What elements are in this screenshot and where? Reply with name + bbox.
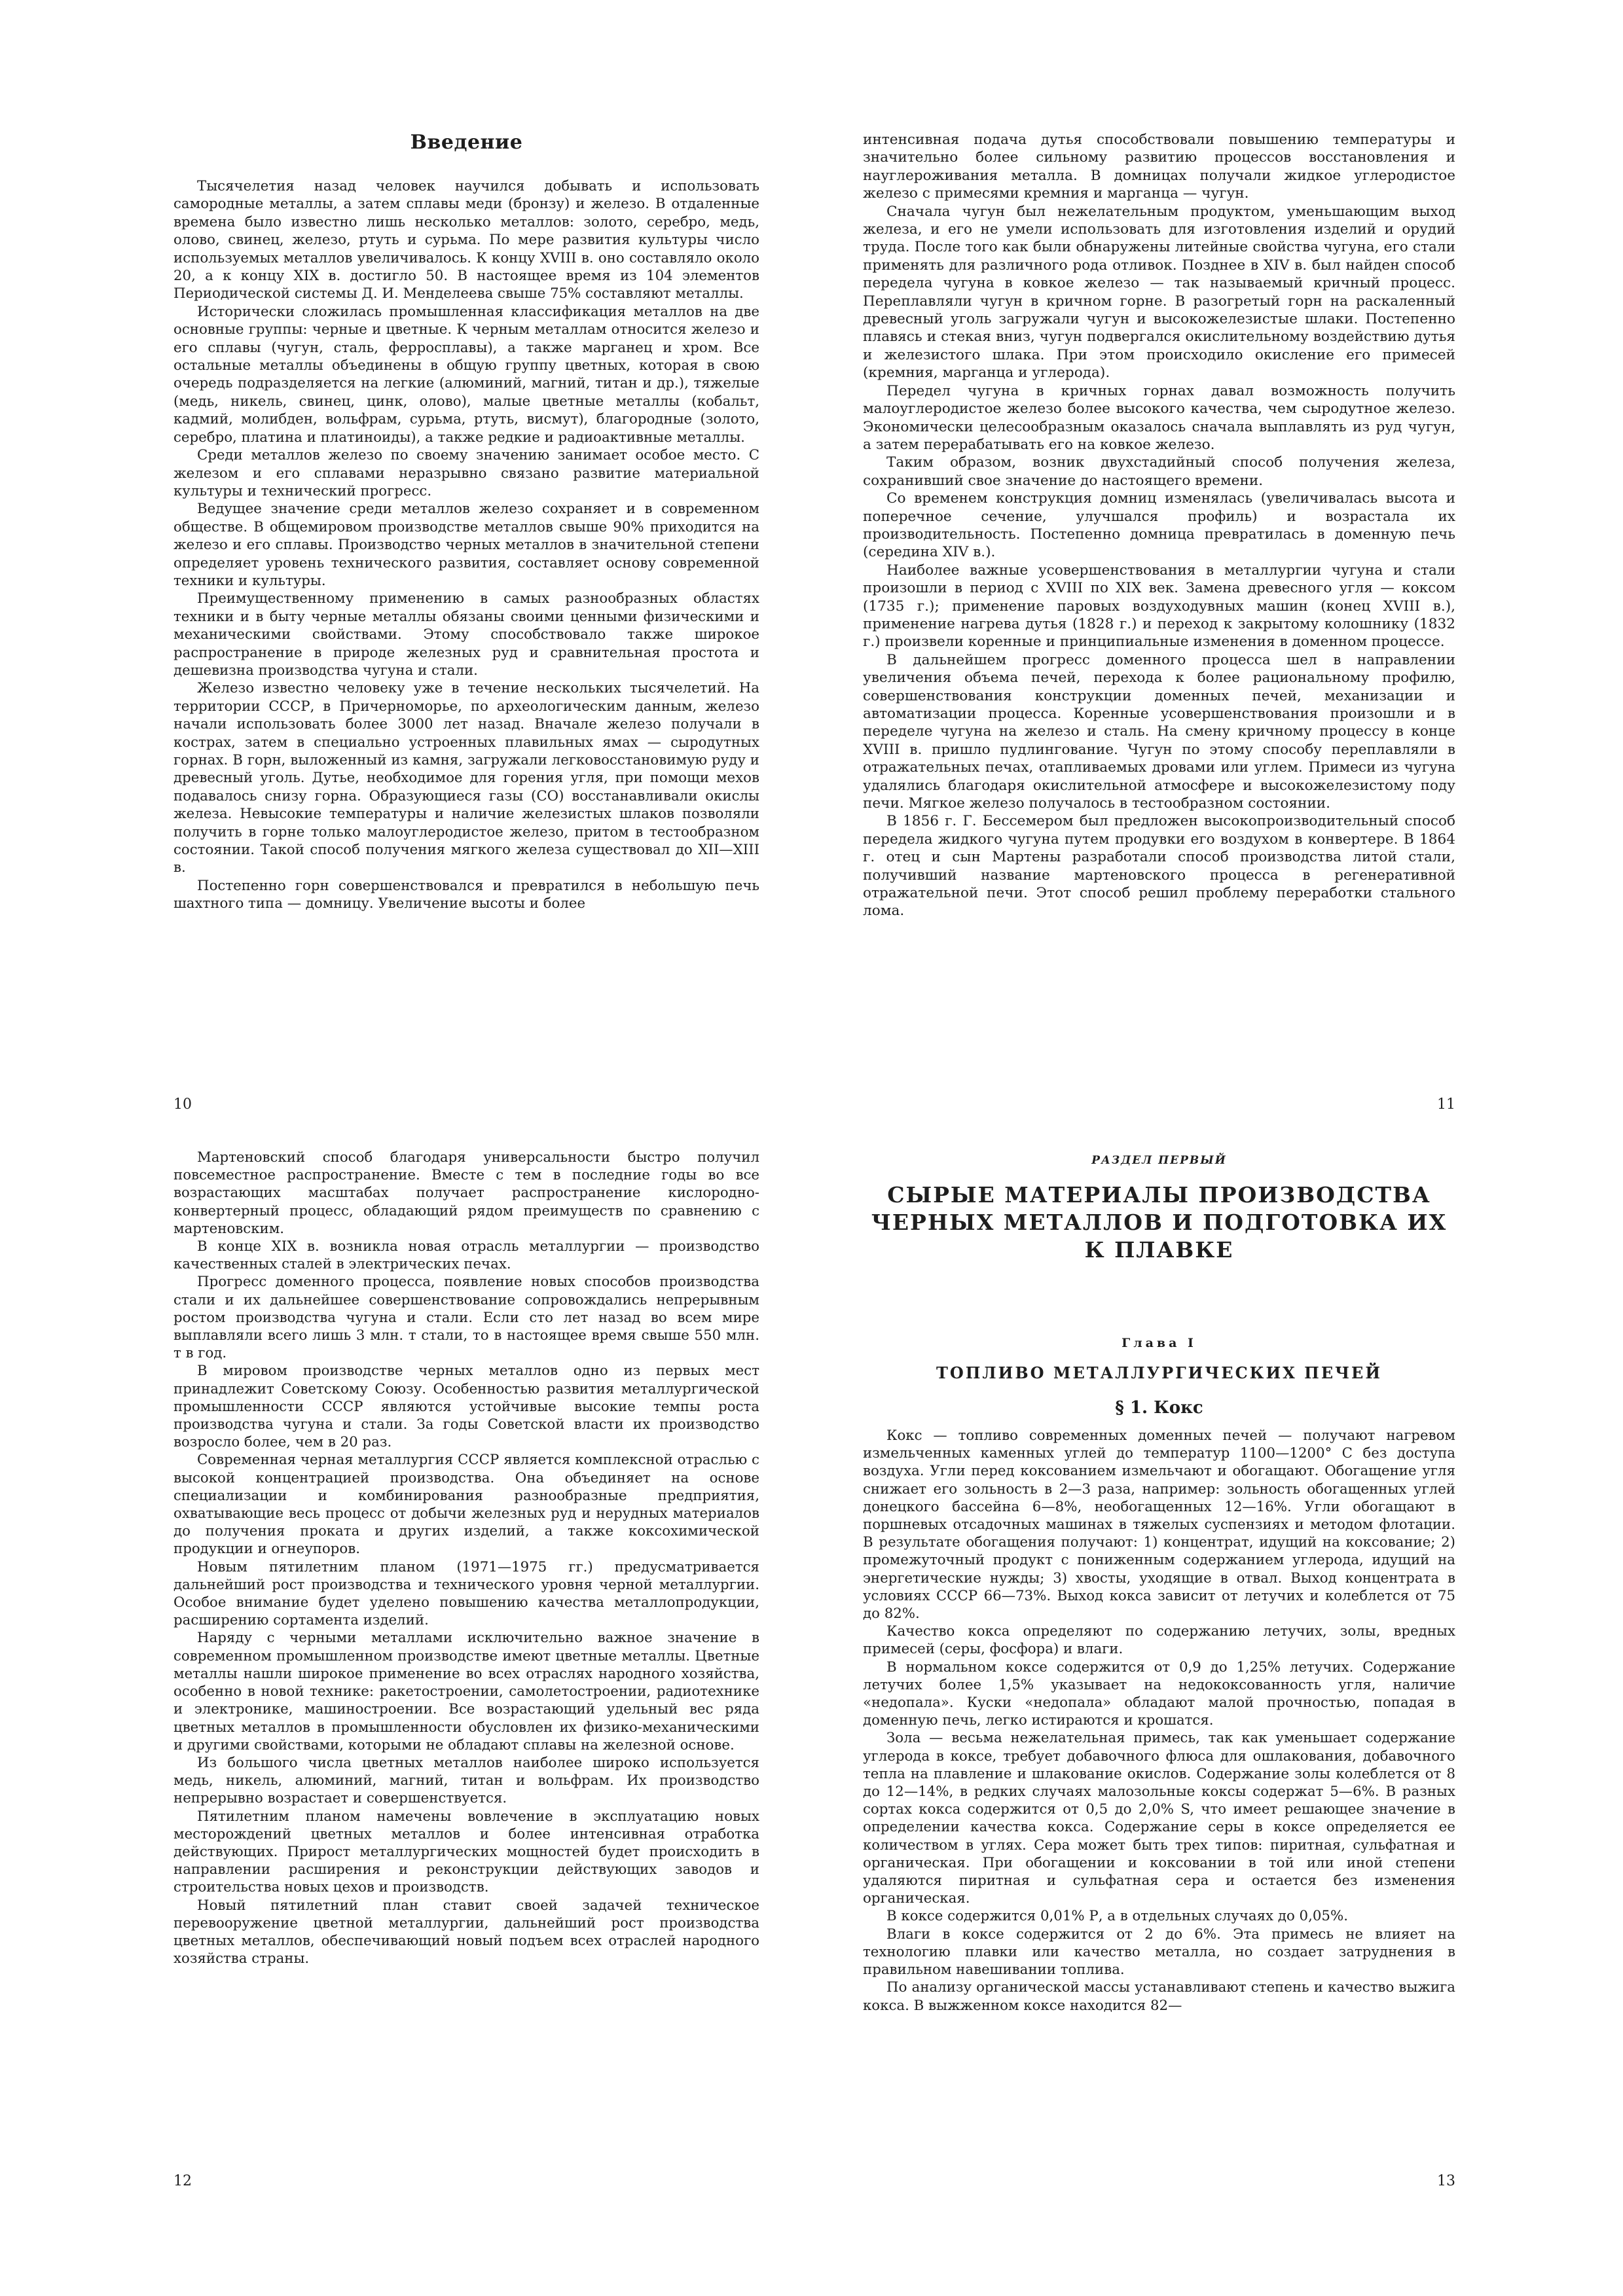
paragraph: Передел чугуна в кричных горнах давал возможность получить малоуглеродистое железо более высокого качества, чем сыродутное железо. Экономически целесообразным оказалось сначала выплавлять из руд чугун, а затем перерабатывать его на ковкое железо. (863, 382, 1455, 453)
page-11 (863, 131, 1455, 1113)
paragraph: Сначала чугун был нежелательным продуктом, уменьшающим выход железа, и его не умели использовать для изготовления изделий и орудий труда. После того как были обнаружены литейные свойства чугуна, его стали применять для различного рода отливок. Позднее в XIV в. был найден способ передела чугуна в ковкое железо — так называемый кричный процесс. Переплавляли чугун в кричном горне. В разогретый горн на раскаленный древесный уголь загружали чугун и высокожелезистые шлаки. Постепенно плавясь и стекая вниз, чугун подвергался окислительному воздействию дутья и железистого шлака. При этом происходило окисление его примесей (кремния, марганца и углерода). (863, 203, 1455, 382)
paragraph: В конце XIX в. возникла новая отрасль металлургии — производство качественных сталей в электрических печах. (173, 1238, 759, 1273)
page-10 (173, 131, 759, 1113)
page-number: 12 (173, 2173, 192, 2189)
section-title: СЫРЫЕ МАТЕРИАЛЫ ПРОИЗВОДСТВА ЧЕРНЫХ МЕТАЛЛОВ И ПОДГОТОВКА ИХ К ПЛАВКЕ (871, 1182, 1448, 1263)
paragraph: Ведущее значение среди металлов железо сохраняет и в современном обществе. В общемировом производстве металлов свыше 90% приходится на железо и его сплавы. Производство черных металлов в значительной степени определяет уровень технического развития, составляет основу современной техники и культуры. (173, 501, 759, 589)
page-number: 13 (1437, 2173, 1455, 2189)
text-column (863, 1427, 1455, 2015)
paragraph: Из большого числа цветных металлов наиболее широко используется медь, никель, алюминий, магний, титан и вольфрам. Их производство непрерывно возрастает и совершенствуется. (173, 1754, 759, 1807)
page-12 (173, 1149, 759, 2189)
paragraph: Новым пятилетним планом (1971—1975 гг.) предусматривается дальнейший рост производства и технического уровня черной металлургии. Особое внимание будет уделено повышению качества металлопродукции, расширению сортамента изделий. (173, 1558, 759, 1629)
paragraph: В мировом производстве черных металлов одно из первых мест принадлежит Советскому Союзу. Особенностью развития металлургической промышленности СССР являются устойчивые высокие темпы роста производства чугуна и стали. За годы Советской власти их производство возросло более, чем в 20 раз. (173, 1363, 759, 1451)
paragraph: интенсивная подача дутья способствовали повышению температуры и значительно более сильному развитию процессов восстановления и науглероживания металла. В домницах получали жидкое углеродистое железо с примесями кремния и марганца — чугун. (863, 132, 1455, 202)
paragraph: Прогресс доменного процесса, появление новых способов производства стали и их дальнейшее совершенствование сопровождались непрерывным ростом производства чугуна и стали. Если сто лет назад во всем мире выплавляли всего лишь 3 млн. т стали, то в настоящее время свыше 550 млн. т в год. (173, 1274, 759, 1362)
paragraph: Преимущественному применению в самых разнообразных областях техники и в быту черные металлы обязаны своими ценными физическими и механическими свойствами. Этому способствовало также широкое распространение в природе железных руд и сравнительная простота и дешевизна производства чугуна и стали. (173, 590, 759, 679)
paragraph: Современная черная металлургия СССР является комплексной отраслью с высокой концентрацией производства. Она объединяет на основе специализации и комбинирования разнообразные предприятия, охватывающие весь процесс от добычи железных руд и нерудных материалов до получения проката и других изделий, а также коксохимической продукции и огнеупоров. (173, 1452, 759, 1558)
page-number: 11 (1437, 1096, 1455, 1113)
chapter-label: Глава I (1122, 1336, 1197, 1350)
paragraph: Зола — весьма нежелательная примесь, так как уменьшает содержание углерода в коксе, требует добавочного флюса для ошлакования, добавочного тепла на плавление и шлакование окислов. Содержание золы колеблется от 8 до 12—14%, в редких случаях малозольные коксы содержат 5—6%. В разных сортах кокса содержится от 0,5 до 2,0% S, что имеет решающее значение в определении качества кокса. Содержание серы в коксе определяется ее количеством в углях. Сера может быть трех типов: пиритная, сульфатная и органическая. При обогащении и коксовании в той или иной степени удаляются пиритная и сульфатная сера и остается без изменения органическая. (863, 1730, 1455, 1907)
paragraph: Кокс — топливо современных доменных печей — получают нагревом измельченных каменных углей до температур 1100—1200° С без доступа воздуха. Угли перед коксованием измельчают и обогащают. Обогащение угля снижает его зольность в 2—3 раза, например: зольность обогащенных углей донецкого бассейна 6—8%, необогащенных 12—16%. Угли обогащают в поршневых отсадочных машинах в тяжелых суспензиях и методом флотации. В результате обогащения получают: 1) концентрат, идущий на коксование; 2) промежуточный продукт с пониженным содержанием углерода, идущий на энергетические нужды; 3) хвосты, уходящие в отвал. Выход концентрата в условиях СССР 66—73%. Выход кокса зависит от летучих и колеблется от 75 до 82%. (863, 1427, 1455, 1623)
paragraph: Постепенно горн совершенствовался и превратился в небольшую печь шахтного типа — домницу. Увеличение высоты и более (173, 877, 759, 912)
paragraph: Таким образом, возник двухстадийный способ получения железа, сохранивший свое значение до настоящего времени. (863, 454, 1455, 489)
paragraph: Пятилетним планом намечены вовлечение в эксплуатацию новых месторождений цветных металлов и более интенсивная отработка действующих. Прирост металлургических мощностей будет происходить в направлении расширения и реконструкции действующих заводов и строительства новых цехов и производств. (173, 1808, 759, 1896)
paragraph: Среди металлов железо по своему значению занимает особое место. С железом и его сплавами неразрывно связано развитие материальной культуры и технический прогресс. (173, 447, 759, 499)
paragraph: Тысячелетия назад человек научился добывать и использовать самородные металлы, а затем сплавы меди (бронзу) и железо. В отдаленные времена было известно лишь несколько металлов: золото, серебро, медь, олово, свинец, железо, ртуть и сурьма. По мере развития культуры число используемых металлов увеличивалось. К концу XVIII в. оно составляло около 20, а к концу XIX в. достигло 50. В настоящее время из 104 элементов Периодической системы Д. И. Менделеева свыше 75% составляют металлы. (173, 178, 759, 302)
text-column (173, 177, 759, 913)
paragraph: Исторически сложилась промышленная классификация металлов на две основные группы: черные и цветные. К черным металлам относится железо и его сплавы (чугун, сталь, ферросплавы), а также марганец и хром. Все остальные металлы объединены в общую группу цветных, которая в свою очередь подразделяется на легкие (алюминий, магний, титан и др.), тяжелые (медь, никель, свинец, цинк, олово), малые цветные металлы (кобальт, кадмий, молибден, вольфрам, сурьма, ртуть, висмут), благородные (золото, серебро, платина и платиноиды), а также редкие и радиоактивные металлы. (173, 303, 759, 446)
paragraph: Наряду с черными металлами исключительно важное значение в современном промышленном производстве имеют цветные металлы. Цветные металлы нашли широкое применение во всех отраслях народного хозяйства, особенно в новой технике: ракетостроении, самолетостроении, радиотехнике и электронике, машиностроении. Все возрастающий удельный вес ряда цветных металлов в промышленности обусловлен их физико-механическими и другими свойствами, которыми не обладают сплавы на железной основе. (173, 1630, 759, 1753)
paragraph: В нормальном коксе содержится от 0,9 до 1,25% летучих. Содержание летучих более 1,5% указывает на недококсованность угля, наличие «недопала». Куски «недопала» обладают малой прочностью, попадая в доменную печь, легко истираются и крошатся. (863, 1659, 1455, 1729)
paragraph: Со временем конструкция домниц изменялась (увеличивалась высота и поперечное сечение, улучшался профиль) и возрастала их производительность. Постепенно домница превратилась в доменную печь (середина XIV в.). (863, 490, 1455, 561)
text-column (863, 131, 1455, 920)
paragraph-title: § 1. Кокс (1115, 1398, 1203, 1418)
paragraph: Влаги в коксе содержится от 2 до 6%. Эта примесь не влияет на технологию плавки или качество металла, но создает затруднения в правильном навешивании топлива. (863, 1926, 1455, 1979)
paragraph: Мартеновский способ благодаря универсальности быстро получил повсеместное распространение. Вместе с тем в последние годы во все возрастающих масштабах получает распространение кислородно-конвертерный процесс, обладающий рядом преимуществ по сравнению с мартеновским. (173, 1149, 759, 1237)
paragraph: В 1856 г. Г. Бессемером был предложен высокопроизводительный способ передела жидкого чугуна путем продувки его воздухом в конвертере. В 1864 г. отец и сын Мартены разработали способ производства литой стали, получивший название мартеновского процесса в регенеративной отражательной печи. Этот способ решил проблему переработки стального лома. (863, 813, 1455, 920)
chapter-title: ТОПЛИВО МЕТАЛЛУРГИЧЕСКИХ ПЕЧЕЙ (936, 1363, 1382, 1382)
paragraph: Качество кокса определяют по содержанию летучих, золы, вредных примесей (серы, фосфора) и влаги. (863, 1623, 1455, 1658)
text-column (173, 1149, 759, 1967)
paragraph: В дальнейшем прогресс доменного процесса шел в направлении увеличения объема печей, перехода к более рациональному профилю, совершенствования конструкции доменных печей, механизации и автоматизации процесса. Коренные усовершенствования произошли и в переделе чугуна на железо и сталь. На смену кричному процессу в конце XVIII в. пришло пудлингование. Чугун по этому способу переплавляли в отражательных печах, отапливаемых дровами или углем. Примеси из чугуна удалялись благодаря окислительной атмосфере и высокожелезистому поду печи. Мягкое железо получалось в тестообразном состоянии. (863, 651, 1455, 812)
section-label: РАЗДЕЛ ПЕРВЫЙ (1091, 1154, 1227, 1167)
paragraph: В коксе содержится 0,01% Р, а в отдельных случаях до 0,05%. (886, 1908, 1348, 1925)
paragraph: Новый пятилетний план ставит своей задачей техническое перевооружение цветной металлургии, дальнейший рост производства цветных металлов, обеспечивающий новый подъем всех отраслей народного хозяйства страны. (173, 1897, 759, 1967)
paragraph: Железо известно человеку уже в течение нескольких тысячелетий. На территории СССР, в Причерноморье, по археологическим данным, железо начали использовать более 3000 лет назад. Вначале железо получали в кострах, затем в специально устроенных плавильных ямах — сыродутных горнах. В горн, выложенный из камня, загружали легковосстановимую руду и древесный уголь. Дутье, необходимое для горения угля, при помощи мехов подавалось снизу горна. Образующиеся газы (CO) восстанавливали окислы железа. Невысокие температуры и наличие железистых шлаков позволяли получить в горне только малоуглеродистое железо, притом в тестообразном состоянии. Такой способ получения мягкого железа существовал до XII—XIII в. (173, 680, 759, 876)
paragraph: По анализу органической массы устанавливают степень и качество выжига кокса. В выжженном коксе находится 82— (863, 1979, 1455, 2014)
page-13 (863, 1149, 1455, 2189)
page-heading: Введение (410, 131, 523, 154)
page-number: 10 (173, 1096, 192, 1113)
paragraph: Наиболее важные усовершенствования в металлургии чугуна и стали произошли в период с XVIII по XIX век. Замена древесного угля — коксом (1735 г.); применение паровых воздуходувных машин (конец XVIII в.), применение нагрева дутья (1828 г.) и переход к закрытому колошнику (1832 г.) произвели коренные и принципиальные изменения в доменном процессе. (863, 562, 1455, 651)
